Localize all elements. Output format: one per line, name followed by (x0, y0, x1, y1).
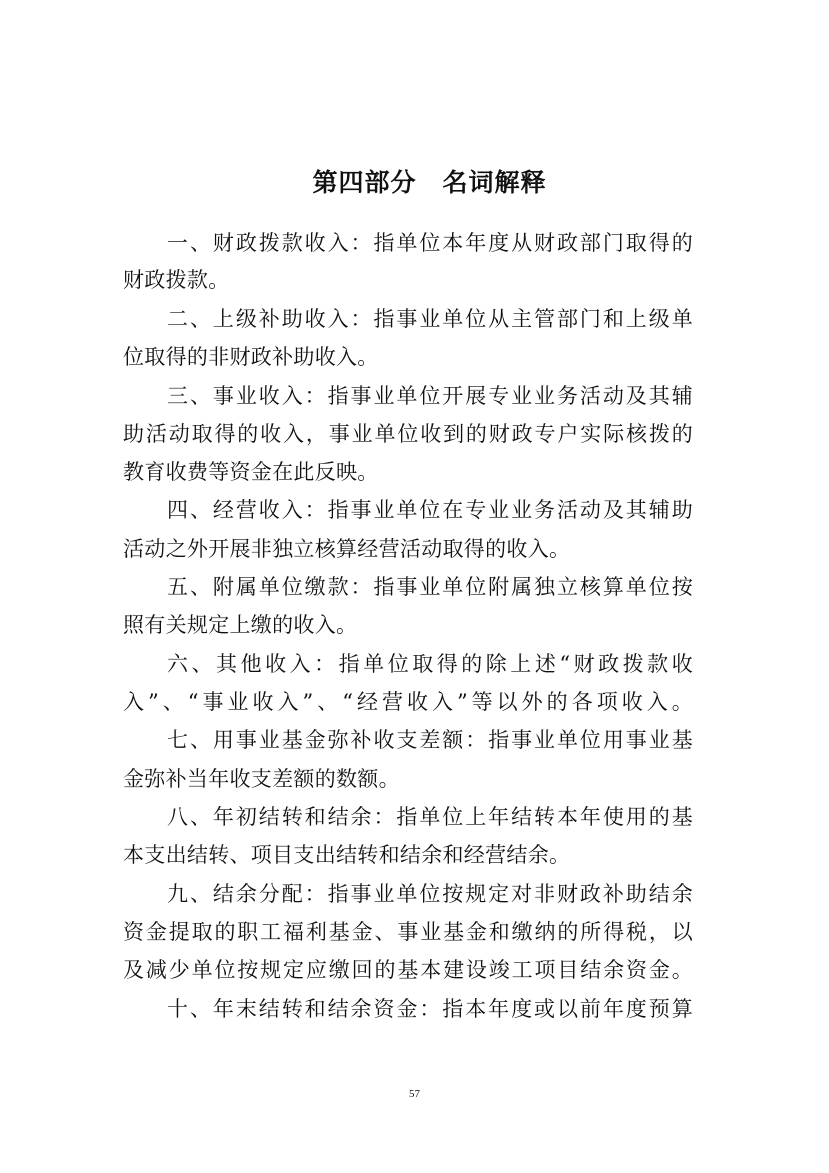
paragraph-line: 一、财政拨款收入：指单位本年度从财政部门取得的 (167, 231, 693, 255)
section-title: 第四部分 名词解释 (312, 168, 547, 197)
paragraph-line: 入”、“事业收入”、“经营收入”等以外的各项收入。 (123, 690, 693, 714)
paragraph-line: 照有关规定上缴的收入。 (123, 613, 358, 637)
paragraph-line: 活动之外开展非独立核算经营活动取得的收入。 (123, 537, 571, 561)
paragraph-line: 七、用事业基金弥补收支差额：指事业单位用事业基 (167, 728, 693, 752)
paragraph-line: 教育收费等资金在此反映。 (123, 460, 379, 484)
paragraph-line: 金弥补当年收支差额的数额。 (123, 767, 400, 791)
paragraph-line: 二、上级补助收入：指事业单位从主管部门和上级单 (167, 307, 693, 331)
paragraph-line: 五、附属单位缴款：指事业单位附属独立核算单位按 (167, 575, 693, 599)
paragraph-line: 位取得的非财政补助收入。 (123, 345, 379, 369)
paragraph-line: 十、年末结转和结余资金：指本年度或以前年度预算 (167, 997, 693, 1021)
paragraph-line: 财政拨款。 (123, 268, 230, 292)
paragraph-line: 及减少单位按规定应缴回的基本建设竣工项目结余资金。 (123, 958, 693, 982)
paragraph-line: 本支出结转、项目支出结转和结余和经营结余。 (123, 843, 571, 867)
page-number: 57 (409, 1088, 420, 1100)
paragraph-line: 九、结余分配：指事业单位按规定对非财政补助结余 (167, 882, 693, 906)
paragraph-line: 四、经营收入：指事业单位在专业业务活动及其辅助 (167, 498, 693, 522)
paragraph-line: 八、年初结转和结余：指单位上年结转本年使用的基 (167, 805, 693, 829)
paragraph-line: 资金提取的职工福利基金、事业基金和缴纳的所得税，以 (123, 920, 693, 944)
paragraph-line: 助活动取得的收入，事业单位收到的财政专户实际核拨的 (123, 422, 693, 446)
paragraph-line: 三、事业收入：指事业单位开展专业业务活动及其辅 (167, 384, 693, 408)
paragraph-line: 六、其他收入：指单位取得的除上述“财政拨款收 (167, 652, 693, 676)
